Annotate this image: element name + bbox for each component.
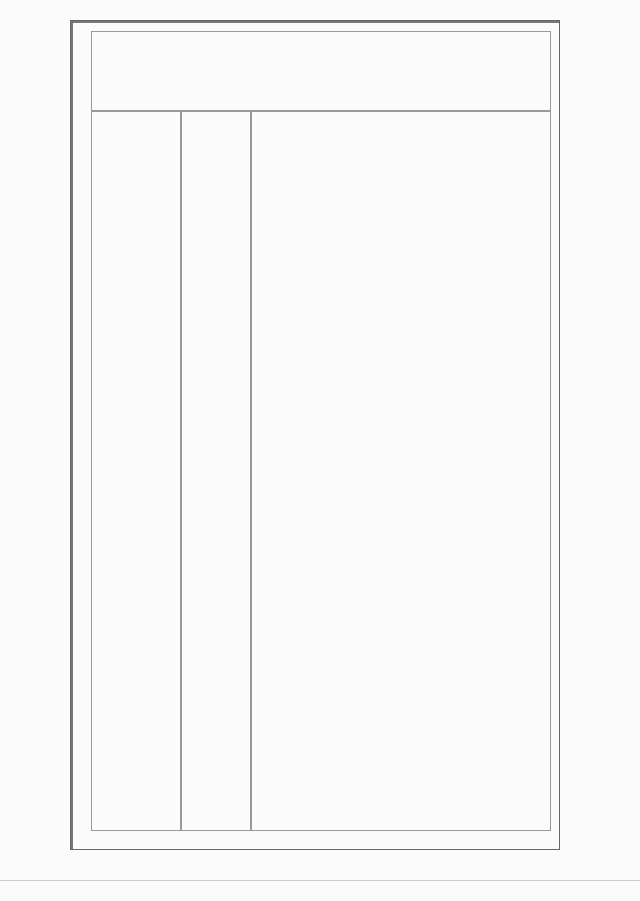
budget-table: [70, 20, 560, 850]
page-bottom-rule: [0, 880, 640, 881]
left-labels-column: [91, 111, 181, 831]
table-top-border: [71, 21, 559, 23]
values-area: [251, 111, 551, 831]
header-block: [91, 31, 551, 111]
responsible-column: [181, 111, 251, 831]
table-left-border: [71, 21, 73, 849]
